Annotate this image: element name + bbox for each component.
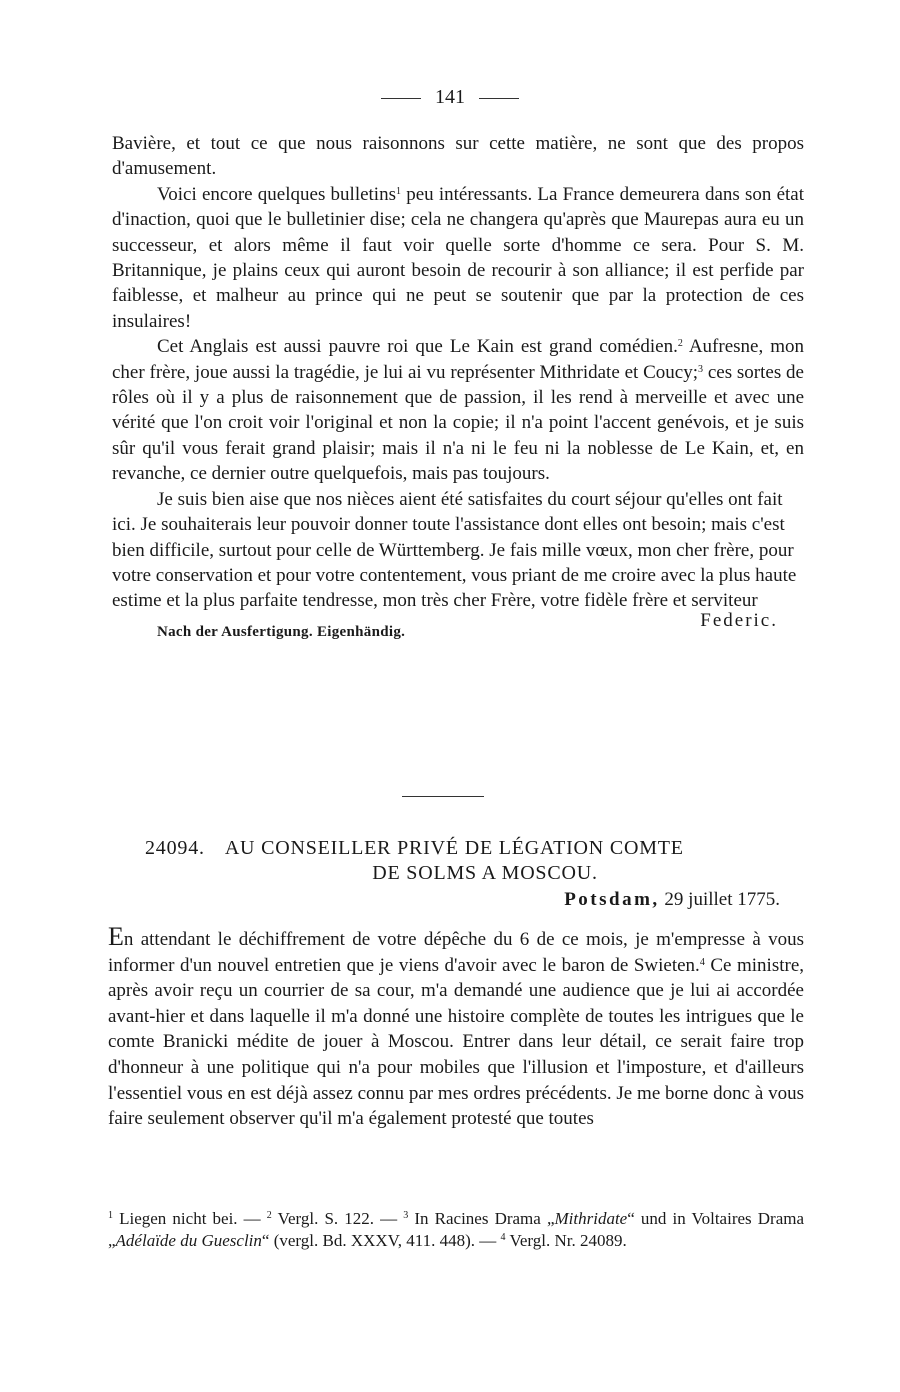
paragraph-1: Bavière, et tout ce que nous raisonnons sur cette matière, ne sont que des propos d'amusement. bbox=[112, 133, 804, 180]
signature: Federic. bbox=[700, 610, 778, 632]
footnote-1: Liegen nicht bei. — bbox=[113, 1209, 267, 1228]
page-header bbox=[0, 86, 900, 109]
place: Potsdam, bbox=[564, 889, 660, 910]
footnote-mark-2: 2 bbox=[266, 1210, 272, 1221]
title-line-1: AU CONSEILLER PRIVÉ DE LÉGATION COMTE bbox=[224, 837, 684, 859]
footnote-ref-1: 1 bbox=[395, 185, 401, 197]
footnotes: $^1$ Liegen nicht bei. — $^2$ Vergl. S. 122. — $^3$ In Racines Drama „Mithridate“ und in Voltaires Drama „Adélaïde du Guesclin“ (vergl. Bd. XXXV, 411. 448). — $^4$ Vergl. Nr. 24089. bbox=[108, 1209, 805, 1250]
letter-number: 24094. bbox=[145, 837, 205, 859]
footnote-mark-3: 3 bbox=[403, 1210, 409, 1221]
date: 29 juillet 1775. bbox=[659, 889, 780, 910]
header-dash-left bbox=[381, 98, 421, 99]
letter-2-title bbox=[145, 836, 785, 886]
paragraph-2: Voici encore quelques bulletins$^1$ peu intéressants. La France demeurera dans son état d'inaction, quoi que le bulletinier dise; cela ne changera qu'après que Maurepas aura eu un successeur, et alors même il faut voir quelle sorte d'homme ce sera. Pour S. M. Britannique, je plains ceux qui auront besoin de recourir à son alliance; il est perfide par faiblesse, et malheur au prince qui ne peut se soutenir que par la protection de ces insulaires! bbox=[112, 183, 804, 332]
letter-1-body bbox=[112, 131, 804, 645]
letter-2-paragraph: En attendant le déchiffrement de votre dépêche du 6 de ce mois, je m'empresse à vous informer d'un nouvel entretien que je viens d'avoir avec le baron de Swieten.$^4$ Ce ministre, après avoir reçu un courrier de sa cour, m'a demandé une audience que je lui ai accordée avant-hier et dans laquelle il m'a donné une histoire complète de toutes les intrigues que le comte Branicki médite de jouer à Moscou. Entrer dans leur détail, ce serait faire trop d'honneur à une politique qui n'a pour mobiles que l'illusion et l'imposture, et d'ailleurs l'essentiel vous en est déjà assez connu par mes ordres précédents. Je me borne donc à vous faire seulement observer qu'il m'a également protesté que toutes bbox=[108, 922, 804, 1130]
footnote-3-title-2: Adélaïde du Guesclin bbox=[115, 1230, 262, 1250]
footnote-3-title-1: Mithridate bbox=[554, 1209, 628, 1228]
footnote-mark-4: 4 bbox=[500, 1231, 506, 1243]
header-dash-right bbox=[479, 98, 519, 99]
initial-letter: E bbox=[108, 922, 124, 951]
page-number: 141 bbox=[435, 86, 465, 108]
footnote-3: In Racines Drama „ bbox=[408, 1209, 555, 1228]
paragraph-3: Cet Anglais est aussi pauvre roi que Le Kain est grand comédien.$^2$ Aufresne, mon cher frère, joue aussi la tragédie, je lui ai vu représenter Mithridate et Coucy;$^3$ ces sortes de rôles où il y a plus de raisonnement que de passion, il les rend à merveille et avec une vérité que l'on croit voir l'original et non la copie; il n'a point l'accent genévois, et je suis sûr qu'il vous ferait grand plaisir; mais il n'a ni le feu ni la noblesse de Le Kain, et, en revanche, ce dernier outre quelquefois, mais pas toujours. bbox=[112, 336, 804, 485]
footnote-ref-3: 3 bbox=[698, 363, 703, 375]
title-line-2: DE SOLMS A MOSCOU. bbox=[372, 862, 598, 884]
source-note: Nach der Ausfertigung. Eigenhändig. bbox=[157, 623, 406, 640]
footnote-mark-1: 1 bbox=[108, 1210, 113, 1221]
place-date bbox=[564, 889, 780, 911]
footnote-ref-2: 2 bbox=[677, 338, 683, 350]
paragraph-4: Je suis bien aise que nos nièces aient été satisfaites du court séjour qu'elles ont fait ici. Je souhaiterais leur pouvoir donner toute l'assistance dont elles ont besoin; mais c'est bien difficile, surtout pour celle de Württemberg. Je fais mille vœux, mon cher frère, pour votre conservation et pour votre contentement, vous priant de me croire avec la plus haute estime et la plus parfaite tendresse, mon très cher Frère, votre fidèle frère et serviteur bbox=[112, 488, 797, 612]
footnote-ref-4: 4 bbox=[699, 956, 705, 968]
section-divider bbox=[402, 796, 484, 797]
letter-2-body bbox=[108, 924, 804, 1132]
footnote-4: Vergl. Nr. 24089. bbox=[505, 1230, 627, 1250]
footnote-2: Vergl. S. 122. — bbox=[271, 1209, 404, 1228]
